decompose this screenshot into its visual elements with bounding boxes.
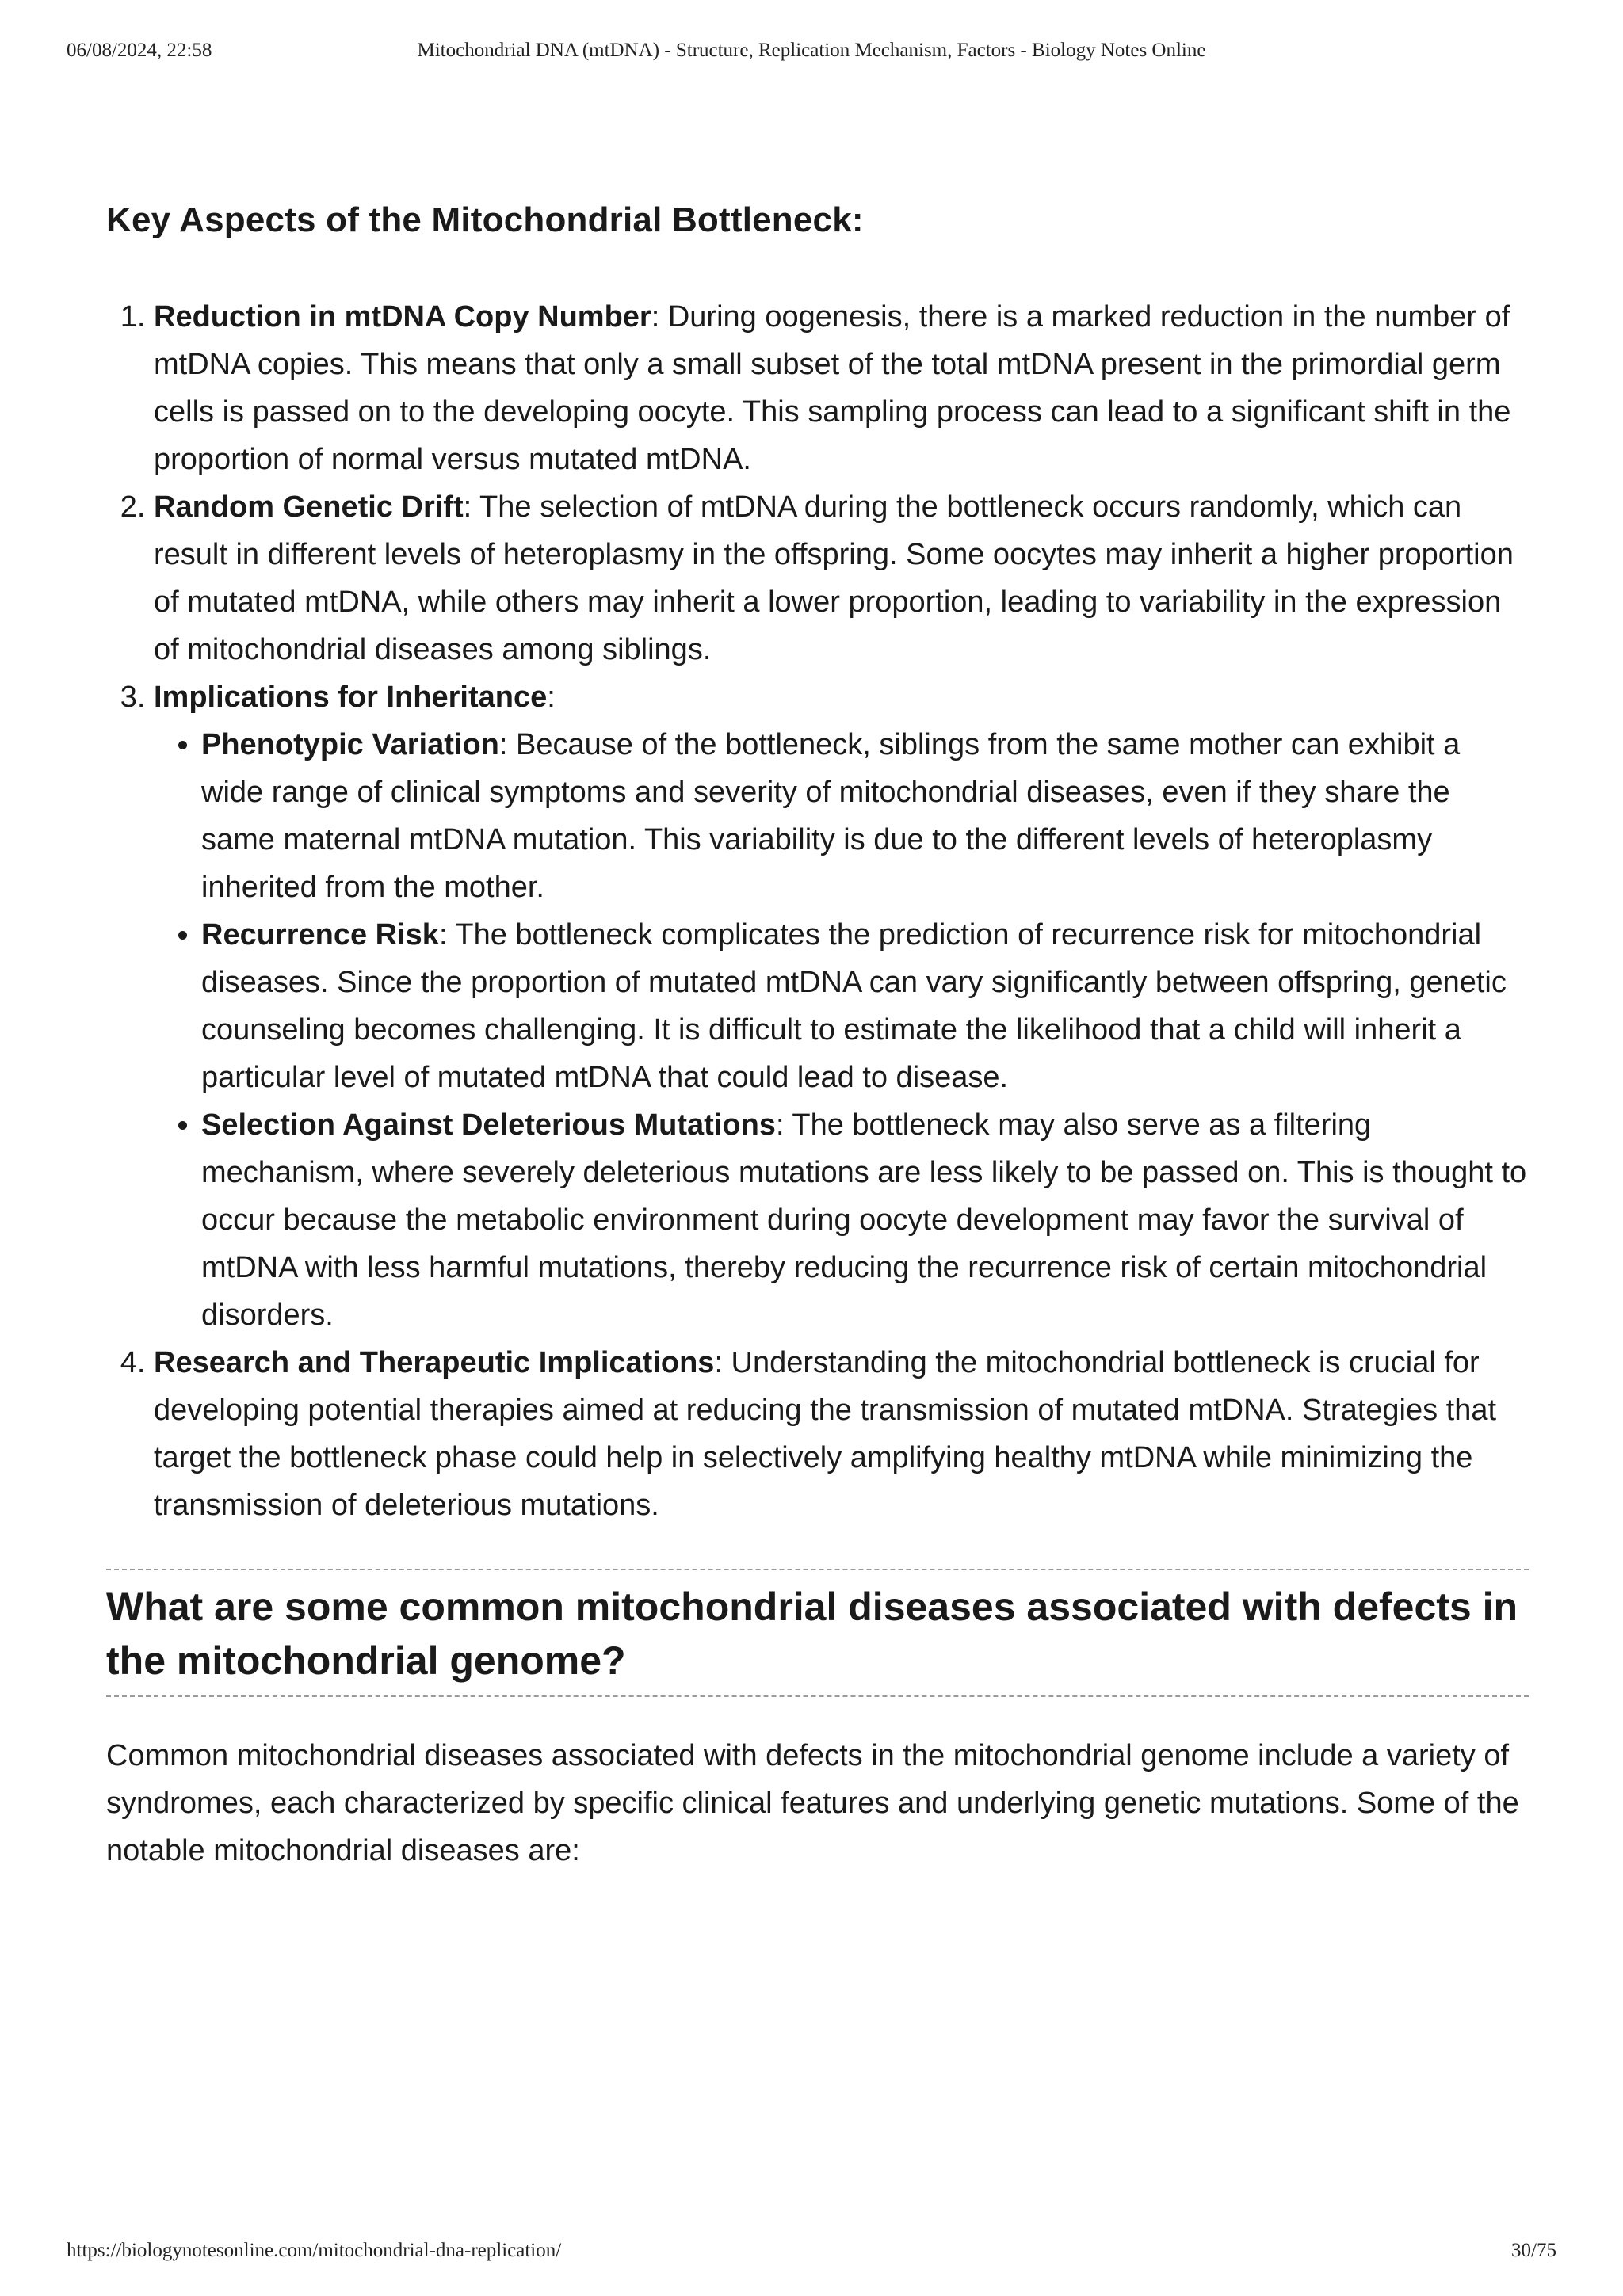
item-text: : xyxy=(547,681,556,714)
item-term: Random Genetic Drift xyxy=(154,490,464,524)
divider xyxy=(106,1695,1529,1697)
list-item xyxy=(201,721,1529,911)
item-term: Selection Against Deleterious Mutations xyxy=(201,1108,776,1142)
item-term: Reduction in mtDNA Copy Number xyxy=(154,300,651,334)
list-item xyxy=(154,483,1529,673)
print-header xyxy=(67,40,1556,71)
list-item xyxy=(154,293,1529,483)
item-term: Research and Therapeutic Implications xyxy=(154,1346,715,1379)
list-item xyxy=(154,673,1529,1339)
list-item xyxy=(154,1339,1529,1529)
print-page-title: Mitochondrial DNA (mtDNA) - Structure, Replication Mechanism, Factors - Biology Notes Online xyxy=(417,40,1206,61)
print-footer xyxy=(67,2240,1556,2271)
bottleneck-aspects-list xyxy=(106,293,1529,1529)
item-term: Recurrence Risk xyxy=(201,918,439,952)
list-item xyxy=(201,911,1529,1101)
inheritance-sublist xyxy=(154,721,1529,1339)
divider xyxy=(106,1569,1529,1570)
item-text: : The bottleneck complicates the prediction of recurrence risk for mitochondrial diseases. Since the proportion of mutated mtDNA can vary significantly between offspring, genetic counseling becomes challenging. It is difficult to estimate the likelihood that a child will inherit a particular level of mutated mtDNA that could lead to disease. xyxy=(201,918,1507,1094)
item-term: Phenotypic Variation xyxy=(201,728,499,761)
print-url: https://biologynotesonline.com/mitochondrial-dna-replication/ xyxy=(67,2240,562,2261)
list-item xyxy=(201,1101,1529,1339)
item-text: : During oogenesis, there is a marked reduction in the number of mtDNA copies. This means that only a small subset of the total mtDNA present in the primordial germ cells is passed on to the developing oocyte. This sampling process can lead to a significant shift in the proportion of normal versus mutated mtDNA. xyxy=(154,300,1511,476)
section-heading: Key Aspects of the Mitochondrial Bottleneck: xyxy=(106,200,864,239)
intro-paragraph: Common mitochondrial diseases associated with defects in the mitochondrial genome include a variety of syndromes, each characterized by specific clinical features and underlying genetic mutations. Some of the notable mitochondrial diseases are: xyxy=(106,1739,1519,1867)
question-heading: What are some common mitochondrial diseases associated with defects in the mitochondrial genome? xyxy=(106,1585,1518,1683)
item-text: : Because of the bottleneck, siblings from the same mother can exhibit a wide range of clinical symptoms and severity of mitochondrial diseases, even if they share the same maternal mtDNA mutation. This variability is due to the different levels of heteroplasmy inherited from the mother. xyxy=(201,728,1461,904)
item-text: : The selection of mtDNA during the bottleneck occurs randomly, which can result in different levels of heteroplasmy in the offspring. Some oocytes may inherit a higher proportion of mutated mtDNA, while others may inherit a lower proportion, leading to variability in the expression of mitochondrial diseases among siblings. xyxy=(154,490,1514,666)
page-number: 30/75 xyxy=(1511,2240,1556,2261)
item-text: : The bottleneck may also serve as a filtering mechanism, where severely deleterious mutations are less likely to be passed on. This is thought to occur because the metabolic environment during oocyte development may favor the survival of mtDNA with less harmful mutations, thereby reducing the recurrence risk of certain mitochondrial disorders. xyxy=(201,1108,1527,1332)
print-datetime: 06/08/2024, 22:58 xyxy=(67,40,212,61)
item-text: : Understanding the mitochondrial bottleneck is crucial for developing potential therapies aimed at reducing the transmission of mutated mtDNA. Strategies that target the bottleneck phase could help in selectively amplifying healthy mtDNA while minimizing the transmission of deleterious mutations. xyxy=(154,1346,1497,1522)
item-term: Implications for Inheritance xyxy=(154,681,548,714)
article-content xyxy=(106,195,1529,1875)
